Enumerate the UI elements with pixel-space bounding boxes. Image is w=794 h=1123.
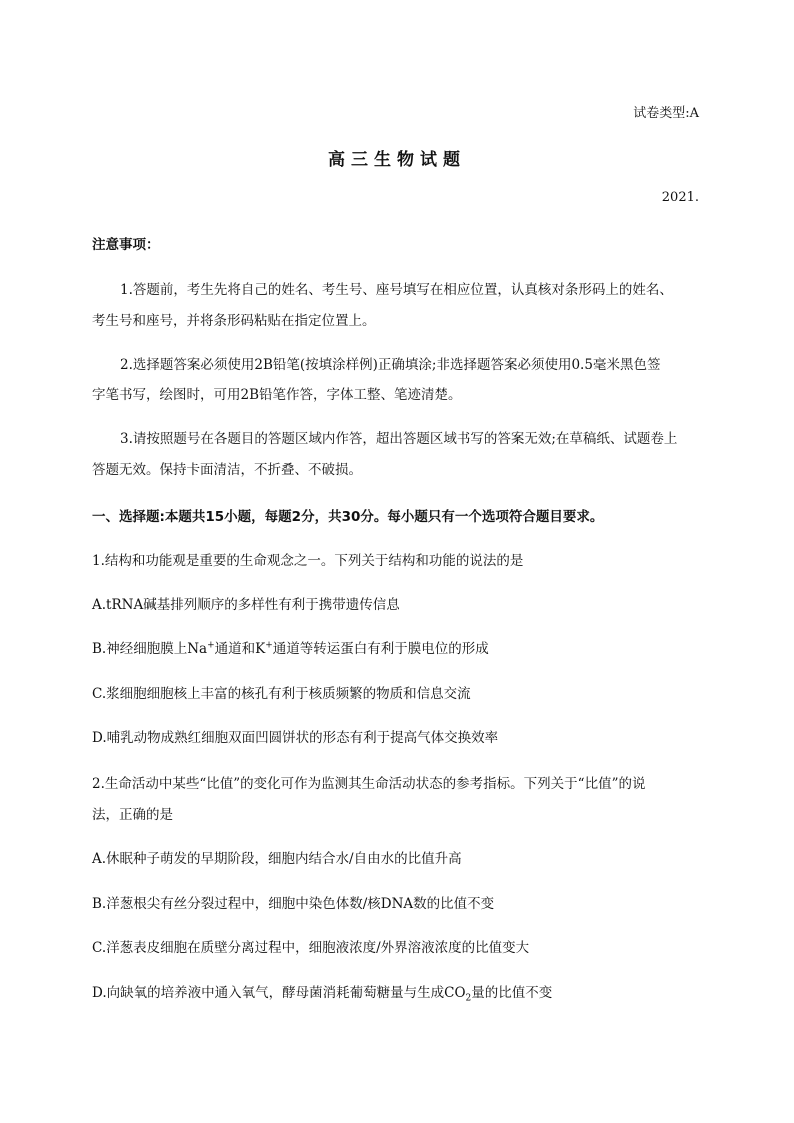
option-d-text-2: 量的比值不变 [471, 985, 553, 1001]
notice-item-1-line-2: 考生号和座号，并将条形码粘贴在指定位置上。 [92, 313, 376, 329]
notice-item-2-line-2: 字笔书写，绘图时，可用2B铅笔作答，字体工整、笔迹清楚。 [92, 387, 462, 403]
question-1-option-a: A.tRNA碱基排列顺序的多样性有利于携带遗传信息 [92, 597, 400, 613]
question-2-stem-line-2: 法，正确的是 [92, 807, 173, 823]
question-2-option-a: A.休眠种子萌发的早期阶段，细胞内结合水/自由水的比值升高 [92, 851, 462, 867]
section-1-heading: 一、选择题:本题共15小题，每题2分，共30分。每小题只有一个选项符合题目要求。 [92, 509, 604, 525]
question-1-option-c: C.浆细胞细胞核上丰富的核孔有利于核质频繁的物质和信息交流 [92, 686, 471, 702]
potassium-charge: + [265, 640, 273, 651]
question-2-option-b: B.洋葱根尖有丝分裂过程中，细胞中染色体数/核DNA数的比值不变 [92, 896, 495, 912]
question-1-stem: 1.结构和功能观是重要的生命观念之一。下列关于结构和功能的说法的是 [92, 553, 524, 569]
question-1-option-b [92, 640, 489, 658]
question-2-stem-line-1: 2.生命活动中某些“比值”的变化可作为监测其生命活动状态的参考指标。下列关于“比值”的说 [92, 776, 646, 792]
sodium-charge: + [207, 640, 215, 651]
question-2-option-c: C.洋葱表皮细胞在质壁分离过程中，细胞液浓度/外界溶液浓度的比值变大 [92, 940, 530, 956]
notice-item-2-line-1: 2.选择题答案必须使用2B铅笔(按填涂样例)正确填涂;非选择题答案必须使用0.5毫米黑色签 [120, 357, 661, 373]
notice-item-3-line-1: 3.请按照题号在各题目的答题区域内作答，超出答题区域书写的答案无效;在草稿纸、试题卷上 [120, 431, 678, 447]
paper-type-label: 试卷类型:A [633, 106, 699, 121]
exam-year: 2021. [661, 190, 699, 205]
question-2-option-d [92, 984, 552, 1002]
question-1-option-d: D.哺乳动物成熟红细胞双面凹圆饼状的形态有利于提高气体交换效率 [92, 730, 499, 746]
notice-item-3-line-2: 答题无效。保持卡面清洁，不折叠、不破损。 [92, 462, 362, 478]
co2-subscript: 2 [465, 993, 472, 1004]
option-b-text-2: 通道和K [214, 641, 266, 657]
notice-item-1-line-1: 1.答题前，考生先将自己的姓名、考生号、座号填写在相应位置，认真核对条形码上的姓名、 [120, 282, 673, 298]
option-b-text-3: 通道等转运蛋白有利于膜电位的形成 [272, 641, 489, 657]
option-b-text-1: B.神经细胞膜上Na [92, 641, 208, 657]
exam-title: 高三生物试题 [328, 150, 466, 170]
option-d-text-1: D.向缺氧的培养液中通入氧气，酵母菌消耗葡萄糖量与生成CO [92, 985, 466, 1001]
notice-heading: 注意事项： [92, 237, 160, 253]
